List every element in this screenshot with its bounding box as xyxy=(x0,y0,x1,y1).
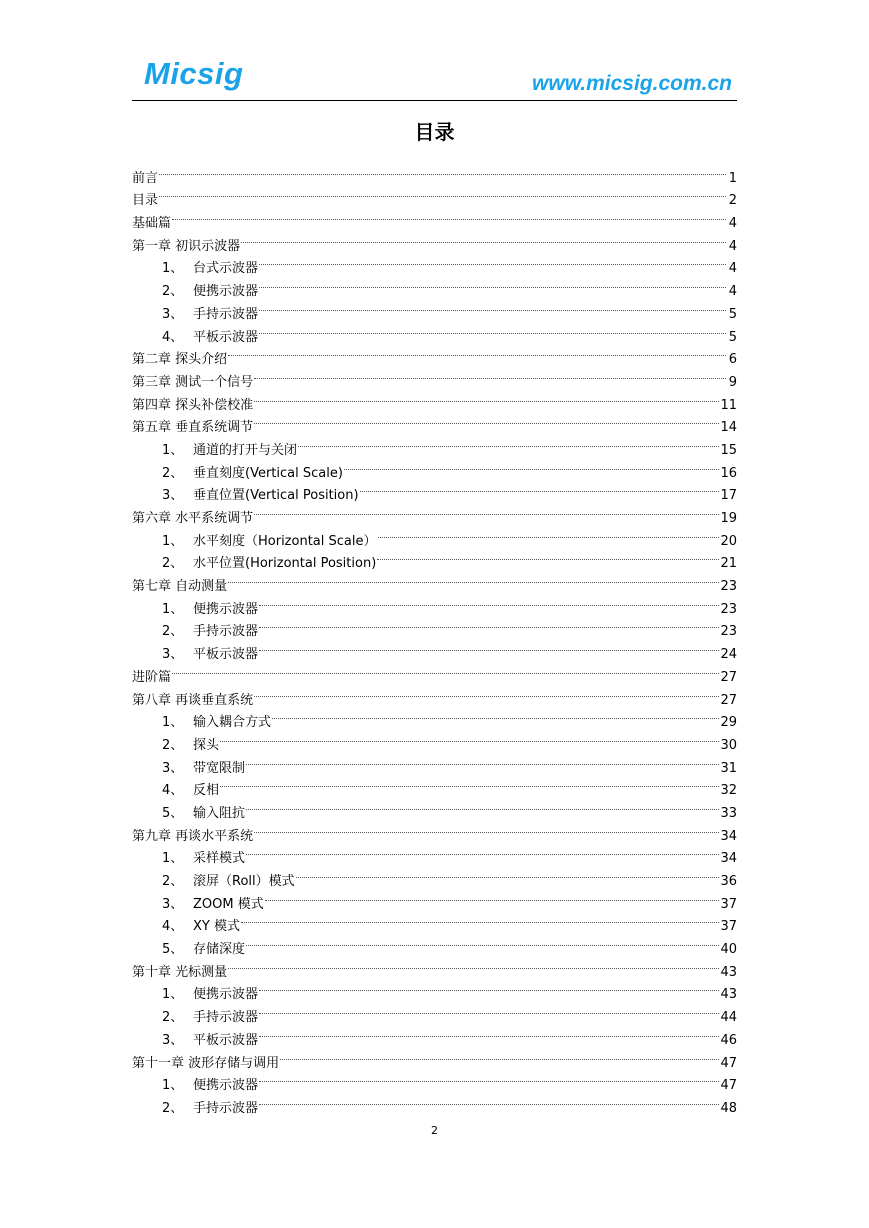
toc-entry-page: 20 xyxy=(720,533,737,549)
dot-leader xyxy=(220,718,719,742)
toc-entry-page: 34 xyxy=(720,851,737,867)
toc-entry-page: 47 xyxy=(720,1078,737,1094)
toc-entry-page: 44 xyxy=(720,1010,737,1026)
dot-leader xyxy=(378,514,720,538)
toc-entry-page: 48 xyxy=(720,1100,737,1116)
toc-entry-number: 5、 xyxy=(162,942,184,958)
toc-entry-page: 47 xyxy=(720,1055,737,1071)
dot-leader xyxy=(259,287,726,311)
toc-entry-label: 第七章 自动测量 xyxy=(132,579,228,595)
toc-entry-label: 手持示波器 xyxy=(193,624,259,640)
toc-entry-page: 23 xyxy=(720,624,737,640)
toc-entry-label: 台式示波器 xyxy=(193,261,259,277)
toc-entry-number: 1、 xyxy=(162,533,184,549)
toc-entry-number: 5、 xyxy=(162,805,184,821)
toc-entry-number: 3、 xyxy=(162,306,184,322)
toc-entry-number: 2、 xyxy=(162,874,184,889)
toc-entry-page: 5 xyxy=(728,306,737,322)
dot-leader xyxy=(246,786,719,810)
toc-entry-number: 4、 xyxy=(162,783,184,799)
dot-leader xyxy=(246,832,719,856)
toc-entry-number: 3、 xyxy=(162,647,184,663)
toc-entry-page: 34 xyxy=(720,828,737,844)
dot-leader xyxy=(259,582,719,606)
dot-leader xyxy=(241,900,719,924)
toc-entry-number: 1、 xyxy=(162,987,184,1003)
toc-entry-number: 1、 xyxy=(162,851,184,867)
toc-entry-page: 11 xyxy=(720,397,737,413)
dot-leader xyxy=(272,696,719,720)
dot-leader xyxy=(246,741,719,765)
dot-leader xyxy=(159,151,726,175)
toc-entry-label: 输入阻抗 xyxy=(193,805,246,821)
toc-entry-label: 便携示波器 xyxy=(193,284,259,300)
toc-entry-label: 第二章 探头介绍 xyxy=(132,352,228,368)
toc-entry-page: 27 xyxy=(720,692,737,708)
toc-entry-label: ZOOM 模式 xyxy=(193,896,264,912)
toc-entry-page: 23 xyxy=(720,601,737,617)
toc-entry-page: 4 xyxy=(728,216,737,232)
dot-leader xyxy=(259,1081,719,1105)
micsig-logo: Micsig xyxy=(144,56,244,91)
page-title: 目录 xyxy=(414,120,455,144)
toc-entry-number: 2、 xyxy=(162,737,184,753)
toc-entry-number: 3、 xyxy=(162,760,184,776)
toc-entry-label: 第三章 测试一个信号 xyxy=(132,374,254,390)
toc-entry-page: 4 xyxy=(728,261,737,277)
toc-entry-label: 进阶篇 xyxy=(132,669,172,685)
dot-leader xyxy=(172,196,726,220)
toc-entry-number: 2、 xyxy=(162,284,184,300)
dot-leader xyxy=(259,264,726,288)
dot-leader xyxy=(228,333,726,357)
dot-leader xyxy=(280,1036,719,1060)
table-of-contents xyxy=(132,158,737,1116)
dot-leader xyxy=(259,627,719,651)
toc-entry-number: 2、 xyxy=(162,624,184,640)
dot-leader xyxy=(254,491,719,515)
dot-leader xyxy=(241,219,726,243)
toc-entry-page: 23 xyxy=(720,579,737,595)
toc-entry-label: 手持示波器 xyxy=(193,306,259,322)
dot-leader xyxy=(254,401,719,425)
toc-entry-label: 便携示波器 xyxy=(193,987,259,1003)
toc-entry-number: 1、 xyxy=(162,601,184,617)
toc-entry-number: 3、 xyxy=(162,1032,184,1048)
toc-entry-page: 43 xyxy=(720,964,737,980)
toc-entry-number: 2、 xyxy=(162,1010,184,1026)
toc-entry-number: 1、 xyxy=(162,442,184,458)
dot-leader xyxy=(220,764,719,788)
toc-entry-page: 46 xyxy=(720,1032,737,1048)
toc-entry-label: 水平刻度（Horizontal Scale） xyxy=(193,533,377,549)
toc-entry-page: 24 xyxy=(720,647,737,663)
toc-entry-label: 平板示波器 xyxy=(193,1032,259,1048)
toc-entry-label: 第八章 再谈垂直系统 xyxy=(132,692,254,708)
toc-entry-number: 3、 xyxy=(162,488,184,504)
toc-entry-number: 2、 xyxy=(162,556,184,572)
dot-leader xyxy=(298,423,719,447)
toc-entry-number: 1、 xyxy=(162,1078,184,1094)
toc-entry-number: 3、 xyxy=(162,896,184,912)
toc-entry-page: 33 xyxy=(720,805,737,821)
toc-entry-label: 第五章 垂直系统调节 xyxy=(132,420,254,436)
dot-leader xyxy=(259,310,726,334)
toc-entry-page: 9 xyxy=(728,374,737,390)
dot-leader xyxy=(254,355,726,379)
toc-entry-label: XY 模式 xyxy=(193,919,240,935)
toc-entry-label: 基础篇 xyxy=(132,216,172,232)
toc-entry-page: 1 xyxy=(728,170,737,186)
toc-entry-label: 第一章 初识示波器 xyxy=(132,238,241,254)
toc-entry-label: 便携示波器 xyxy=(193,1078,259,1094)
toc-entry-page: 4 xyxy=(728,284,737,300)
page-number: 2 xyxy=(431,1124,438,1137)
toc-entry-label: 便携示波器 xyxy=(193,601,259,617)
toc-entry-page: 6 xyxy=(728,352,737,368)
header-rule xyxy=(132,100,737,101)
toc-entry-label: 第十一章 波形存储与调用 xyxy=(132,1055,280,1071)
toc-entry-page: 37 xyxy=(720,919,737,935)
toc-entry-page: 37 xyxy=(720,896,737,912)
dot-leader xyxy=(259,242,726,266)
toc-entry-page: 40 xyxy=(720,942,737,958)
dot-leader xyxy=(259,968,719,992)
toc-entry-label: 平板示波器 xyxy=(193,647,259,663)
toc-entry-page: 17 xyxy=(720,488,737,504)
toc-entry-label: 第四章 探头补偿校准 xyxy=(132,397,254,413)
toc-entry-label: 采样模式 xyxy=(193,851,246,867)
toc-entry-page: 21 xyxy=(720,556,737,572)
toc-entry-page: 4 xyxy=(728,238,737,254)
toc-entry-page: 43 xyxy=(720,987,737,1003)
toc-entry-label: 手持示波器 xyxy=(193,1100,259,1116)
toc-entry-number: 1、 xyxy=(162,261,184,277)
toc-entry-page: 30 xyxy=(720,737,737,753)
toc-entry-page: 16 xyxy=(720,465,737,481)
dot-leader xyxy=(172,650,719,674)
toc-entry-number: 2、 xyxy=(162,465,184,481)
toc-entry-number: 1、 xyxy=(162,715,184,731)
dot-leader xyxy=(259,1059,719,1083)
dot-leader xyxy=(259,605,719,629)
toc-entry-label: 目录 xyxy=(132,193,159,209)
toc-entry-label: 反相 xyxy=(193,783,220,799)
dot-leader xyxy=(265,877,720,901)
website-url[interactable]: www.micsig.com.cn xyxy=(532,72,732,95)
toc-entry-page: 5 xyxy=(728,329,737,345)
dot-leader xyxy=(254,378,719,402)
dot-leader xyxy=(159,174,726,198)
toc-entry-label: 水平位置(Horizontal Position) xyxy=(193,556,377,572)
dot-leader xyxy=(228,559,719,583)
dot-leader xyxy=(246,922,719,946)
dot-leader xyxy=(360,469,720,493)
toc-entry-number: 2、 xyxy=(162,1100,184,1116)
toc-entry-label: 手持示波器 xyxy=(193,1010,259,1026)
toc-entry-number: 4、 xyxy=(162,919,184,935)
toc-entry-page: 32 xyxy=(720,783,737,799)
toc-entry-label: 第六章 水平系统调节 xyxy=(132,511,254,526)
toc-entry-page: 36 xyxy=(720,874,737,889)
toc-entry-page: 31 xyxy=(720,760,737,776)
dot-leader xyxy=(254,809,719,833)
toc-entry-label: 第九章 再谈水平系统 xyxy=(132,828,254,844)
toc-entry-label: 探头 xyxy=(193,737,220,753)
toc-entry-label: 第十章 光标测量 xyxy=(132,964,228,980)
toc-entry-page: 29 xyxy=(720,715,737,731)
toc-entry-number: 4、 xyxy=(162,329,184,345)
toc-entry-label: 垂直刻度(Vertical Scale) xyxy=(193,465,343,481)
dot-leader xyxy=(228,945,719,969)
toc-entry-page: 14 xyxy=(720,420,737,436)
toc-entry-label: 前言 xyxy=(132,170,159,186)
toc-entry-page: 2 xyxy=(728,193,737,209)
dot-leader xyxy=(296,854,720,878)
toc-entry-label: 带宽限制 xyxy=(193,760,246,776)
toc-entry-label: 输入耦合方式 xyxy=(193,715,272,731)
dot-leader xyxy=(377,537,719,561)
toc-entry-label: 存储深度 xyxy=(193,942,246,958)
toc-entry-page: 15 xyxy=(720,442,737,458)
toc-entry-label: 通道的打开与关闭 xyxy=(193,442,298,458)
toc-entry-label: 平板示波器 xyxy=(193,329,259,345)
dot-leader xyxy=(254,673,719,697)
dot-leader xyxy=(259,1013,719,1037)
dot-leader xyxy=(259,990,719,1014)
toc-entry-page: 19 xyxy=(720,511,737,526)
toc-entry-page: 27 xyxy=(720,669,737,685)
toc-entry-label: 垂直位置(Vertical Position) xyxy=(193,488,359,504)
dot-leader xyxy=(344,446,720,470)
toc-entry-label: 滚屏（Roll）模式 xyxy=(193,874,295,889)
